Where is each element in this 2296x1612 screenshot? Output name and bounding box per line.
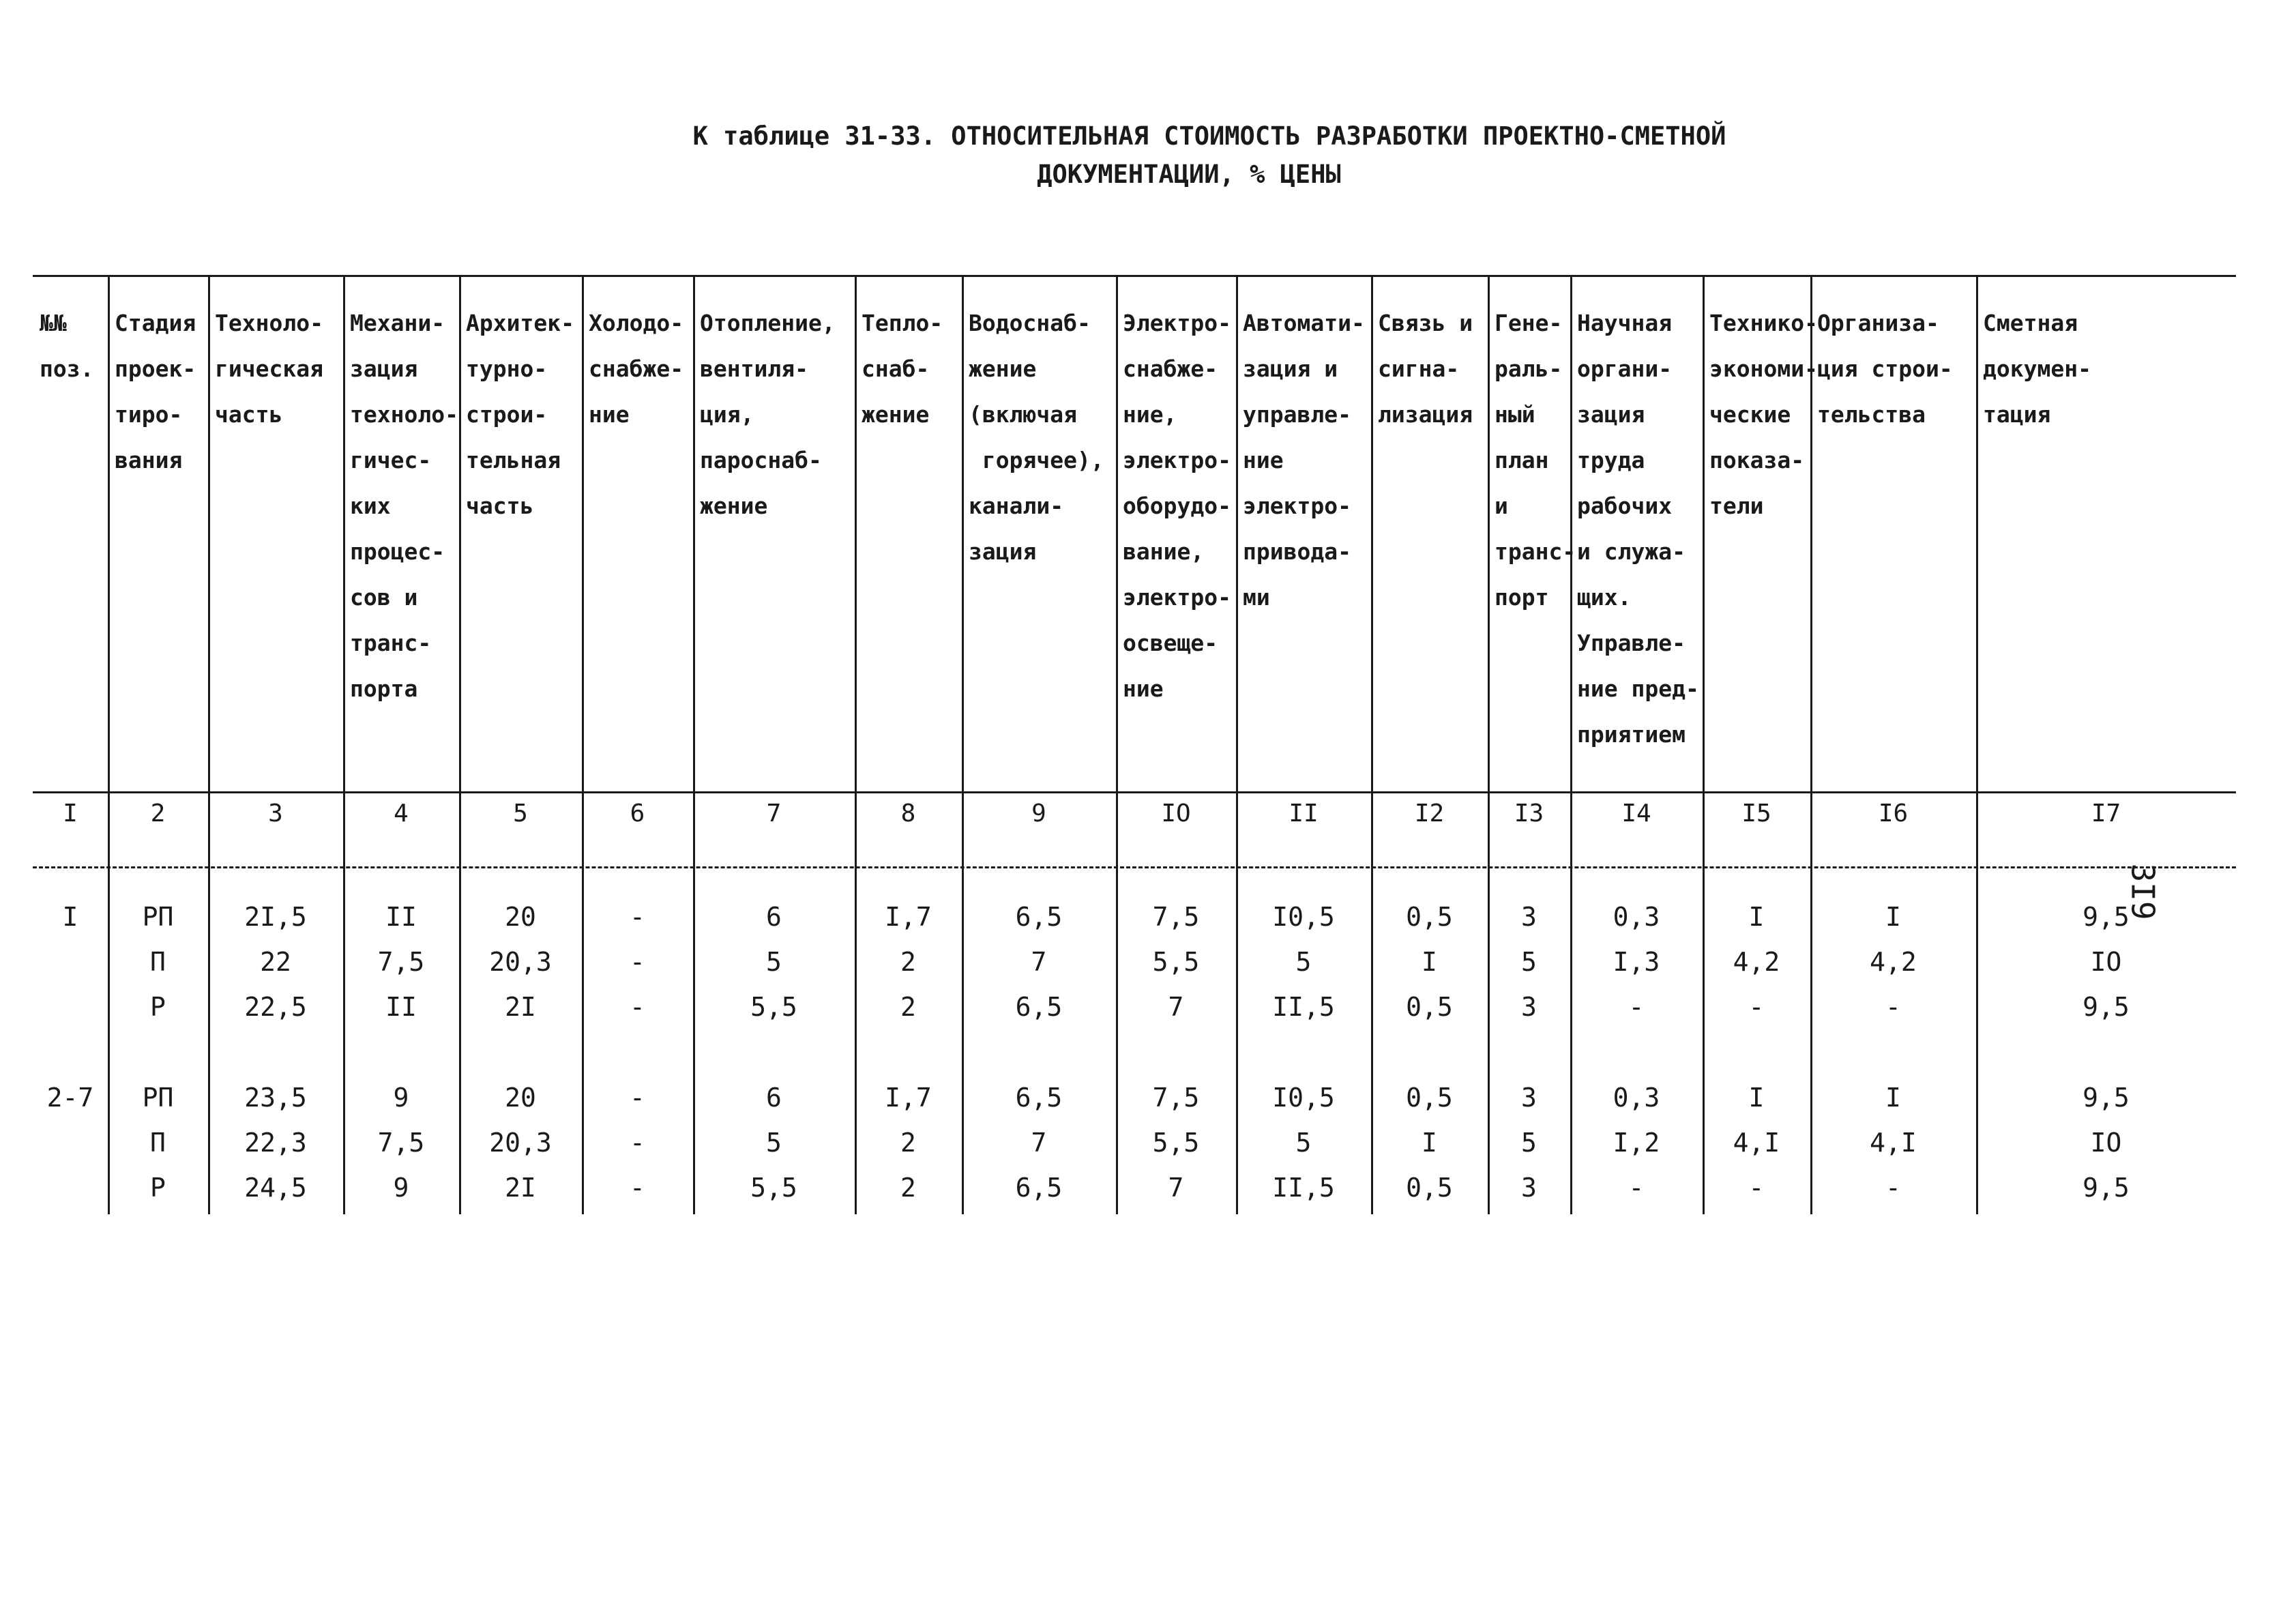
column-header: Связь и сигна- лизация bbox=[1378, 310, 1473, 428]
column-header: Архитек- турно- строи- тельная часть bbox=[466, 310, 574, 519]
row-position: I bbox=[62, 902, 78, 932]
table-cell: 5 bbox=[1521, 1128, 1537, 1158]
table-cell: II bbox=[385, 992, 417, 1022]
table-cell: 2 bbox=[900, 1173, 916, 1203]
column-header: Стадия проек- тиро- вания bbox=[115, 310, 196, 473]
table-cell: 6,5 bbox=[1015, 1083, 1063, 1113]
table-header-rule bbox=[33, 791, 2236, 793]
table-cell: 5 bbox=[766, 1128, 782, 1158]
row-stage: Р bbox=[150, 992, 166, 1022]
table-cell: 22,3 bbox=[244, 1128, 307, 1158]
table-cell: 6,5 bbox=[1015, 1173, 1063, 1203]
column-number: 7 bbox=[766, 800, 782, 827]
table-cell: 2 bbox=[900, 992, 916, 1022]
table-cell: IO bbox=[2090, 1128, 2122, 1158]
column-header: Сметная докумен- тация bbox=[1983, 310, 2091, 428]
table-top-rule bbox=[33, 275, 2236, 277]
column-header: Гене- раль- ный план и транс- порт bbox=[1495, 310, 1576, 611]
column-number: 2 bbox=[150, 800, 166, 827]
table-cell: - bbox=[630, 902, 645, 932]
column-number: I5 bbox=[1741, 800, 1771, 827]
table-cell: 2 bbox=[900, 947, 916, 977]
table-cell: 7 bbox=[1168, 992, 1184, 1022]
column-number: I bbox=[63, 800, 78, 827]
table-cell: 6 bbox=[766, 1083, 782, 1113]
column-header: Автомати- зация и управле- ние электро- привода- ми bbox=[1243, 310, 1365, 611]
column-header: Научная органи- зация труда рабочих и служа- щих. Управле- ние пред- приятием bbox=[1577, 310, 1699, 748]
table-cell: - bbox=[630, 947, 645, 977]
table-cell: 5,5 bbox=[750, 1173, 797, 1203]
table-cell: 4,I bbox=[1733, 1128, 1780, 1158]
table-cell: 2I,5 bbox=[244, 902, 307, 932]
row-position: 2-7 bbox=[46, 1083, 94, 1113]
table-cell: 5,5 bbox=[750, 992, 797, 1022]
column-header: Технико- экономи- ческие показа- тели bbox=[1709, 310, 1818, 519]
table-cell: 7,5 bbox=[1152, 1083, 1200, 1113]
table-cell: I bbox=[1748, 1083, 1765, 1113]
table-cell: 0,3 bbox=[1613, 902, 1660, 932]
table-cell: - bbox=[1628, 1173, 1645, 1203]
column-header: Электро- снабже- ние, электро- оборудо- вание, электро- освеще- ние bbox=[1123, 310, 1231, 702]
table-cell: II bbox=[385, 902, 417, 932]
row-stage: П bbox=[150, 947, 166, 977]
column-header: Водоснаб- жение (включая горячее), канали- зация bbox=[969, 310, 1104, 565]
table-cell: 7 bbox=[1168, 1173, 1184, 1203]
table-cell: I,3 bbox=[1613, 947, 1660, 977]
table-cell: I0,5 bbox=[1272, 902, 1335, 932]
column-number: I3 bbox=[1514, 800, 1544, 827]
row-stage: П bbox=[150, 1128, 166, 1158]
table-cell: 2I bbox=[505, 1173, 536, 1203]
table-cell: - bbox=[1748, 1173, 1765, 1203]
title-line-1: К таблице 31-33. ОТНОСИТЕЛЬНАЯ СТОИМОСТЬ РАЗРАБОТКИ ПРОЕКТНО-СМЕТНОЙ bbox=[692, 121, 1726, 151]
table-cell: II,5 bbox=[1272, 1173, 1335, 1203]
table-cell: - bbox=[1885, 992, 1901, 1022]
table-cell: 7 bbox=[1031, 947, 1047, 977]
table-cell: 3 bbox=[1521, 902, 1537, 932]
table-cell: 5 bbox=[766, 947, 782, 977]
table-cell: 5 bbox=[1521, 947, 1537, 977]
table-cell: - bbox=[1885, 1173, 1901, 1203]
column-number: I4 bbox=[1621, 800, 1651, 827]
table-cell: - bbox=[1748, 992, 1765, 1022]
column-number: II bbox=[1289, 800, 1319, 827]
column-number: 6 bbox=[630, 800, 645, 827]
table-cell: - bbox=[630, 992, 645, 1022]
table-cell: 9,5 bbox=[2082, 1173, 2130, 1203]
table-cell: 9,5 bbox=[2082, 902, 2130, 932]
column-number: I7 bbox=[2091, 800, 2121, 827]
table-cell: - bbox=[630, 1083, 645, 1113]
table-cell: 7,5 bbox=[377, 1128, 425, 1158]
title-line-2: ДОКУМЕНТАЦИИ, % ЦЕНЫ bbox=[1037, 160, 1341, 189]
table-cell: 7,5 bbox=[1152, 902, 1200, 932]
row-stage: Р bbox=[150, 1173, 166, 1203]
column-header: №№ поз. bbox=[40, 310, 94, 382]
table-cell: I bbox=[1422, 947, 1437, 977]
document-title bbox=[0, 117, 2296, 194]
table-cell: 2 bbox=[900, 1128, 916, 1158]
table-cell: 9,5 bbox=[2082, 992, 2130, 1022]
table-cell: 20,3 bbox=[489, 947, 552, 977]
column-header: Отопление, вентиля- ция, пароснаб- жение bbox=[700, 310, 836, 519]
table-cell: 6,5 bbox=[1015, 902, 1063, 932]
table-cell: I bbox=[1885, 902, 1901, 932]
table-cell: 4,I bbox=[1870, 1128, 1917, 1158]
table-cell: 2I bbox=[505, 992, 536, 1022]
table-cell: I,2 bbox=[1613, 1128, 1660, 1158]
column-header: Механи- зация техноло- гичес- ких процес- сов и транс- порта bbox=[350, 310, 458, 702]
table-cell: 9 bbox=[393, 1173, 409, 1203]
table-cell: 6,5 bbox=[1015, 992, 1063, 1022]
column-header: Холодо- снабже- ние bbox=[589, 310, 684, 428]
column-number: I2 bbox=[1414, 800, 1445, 827]
column-header: Техноло- гическая часть bbox=[215, 310, 323, 428]
row-stage: РП bbox=[142, 1083, 174, 1113]
table-cell: 7,5 bbox=[377, 947, 425, 977]
table-cell: 3 bbox=[1521, 992, 1537, 1022]
column-header: Организа- ция строи- тельства bbox=[1817, 310, 1953, 428]
table-cell: 0,5 bbox=[1406, 1083, 1453, 1113]
table-cell: 5 bbox=[1295, 1128, 1312, 1158]
table-cell: 23,5 bbox=[244, 1083, 307, 1113]
column-number: I6 bbox=[1878, 800, 1909, 827]
table-cell: 0,5 bbox=[1406, 902, 1453, 932]
table-cell: 7 bbox=[1031, 1128, 1047, 1158]
column-number: 5 bbox=[513, 800, 528, 827]
column-number: 4 bbox=[394, 800, 409, 827]
table-cell: I bbox=[1748, 902, 1765, 932]
table-number-rule bbox=[33, 866, 2236, 868]
table-cell: 6 bbox=[766, 902, 782, 932]
table-cell: 22 bbox=[260, 947, 291, 977]
table-cell: - bbox=[630, 1128, 645, 1158]
table-cell: II,5 bbox=[1272, 992, 1335, 1022]
table-cell: 3 bbox=[1521, 1083, 1537, 1113]
table-cell: 20,3 bbox=[489, 1128, 552, 1158]
table-cell: - bbox=[630, 1173, 645, 1203]
table-cell: I,7 bbox=[885, 1083, 932, 1113]
table-cell: 5,5 bbox=[1152, 1128, 1200, 1158]
page-number: 3I9 bbox=[2124, 863, 2162, 920]
table-cell: - bbox=[1628, 992, 1645, 1022]
table-cell: 22,5 bbox=[244, 992, 307, 1022]
table-cell: I bbox=[1422, 1128, 1437, 1158]
column-number: IO bbox=[1161, 800, 1191, 827]
table-cell: 20 bbox=[505, 902, 536, 932]
table-cell: IO bbox=[2090, 947, 2122, 977]
column-number: 9 bbox=[1031, 800, 1046, 827]
table-cell: I0,5 bbox=[1272, 1083, 1335, 1113]
table-cell: I bbox=[1885, 1083, 1901, 1113]
column-header: Тепло- снаб- жение bbox=[862, 310, 943, 428]
table-cell: 4,2 bbox=[1733, 947, 1780, 977]
table-cell: 4,2 bbox=[1870, 947, 1917, 977]
column-number: 3 bbox=[268, 800, 283, 827]
table-cell: 5 bbox=[1295, 947, 1312, 977]
table-cell: I,7 bbox=[885, 902, 932, 932]
table-cell: 20 bbox=[505, 1083, 536, 1113]
table-cell: 24,5 bbox=[244, 1173, 307, 1203]
table-cell: 0,3 bbox=[1613, 1083, 1660, 1113]
table-cell: 9,5 bbox=[2082, 1083, 2130, 1113]
row-stage: РП bbox=[142, 902, 174, 932]
table-cell: 5,5 bbox=[1152, 947, 1200, 977]
column-number: 8 bbox=[900, 800, 916, 827]
table-cell: 0,5 bbox=[1406, 992, 1453, 1022]
table-cell: 3 bbox=[1521, 1173, 1537, 1203]
table-cell: 9 bbox=[393, 1083, 409, 1113]
table-cell: 0,5 bbox=[1406, 1173, 1453, 1203]
